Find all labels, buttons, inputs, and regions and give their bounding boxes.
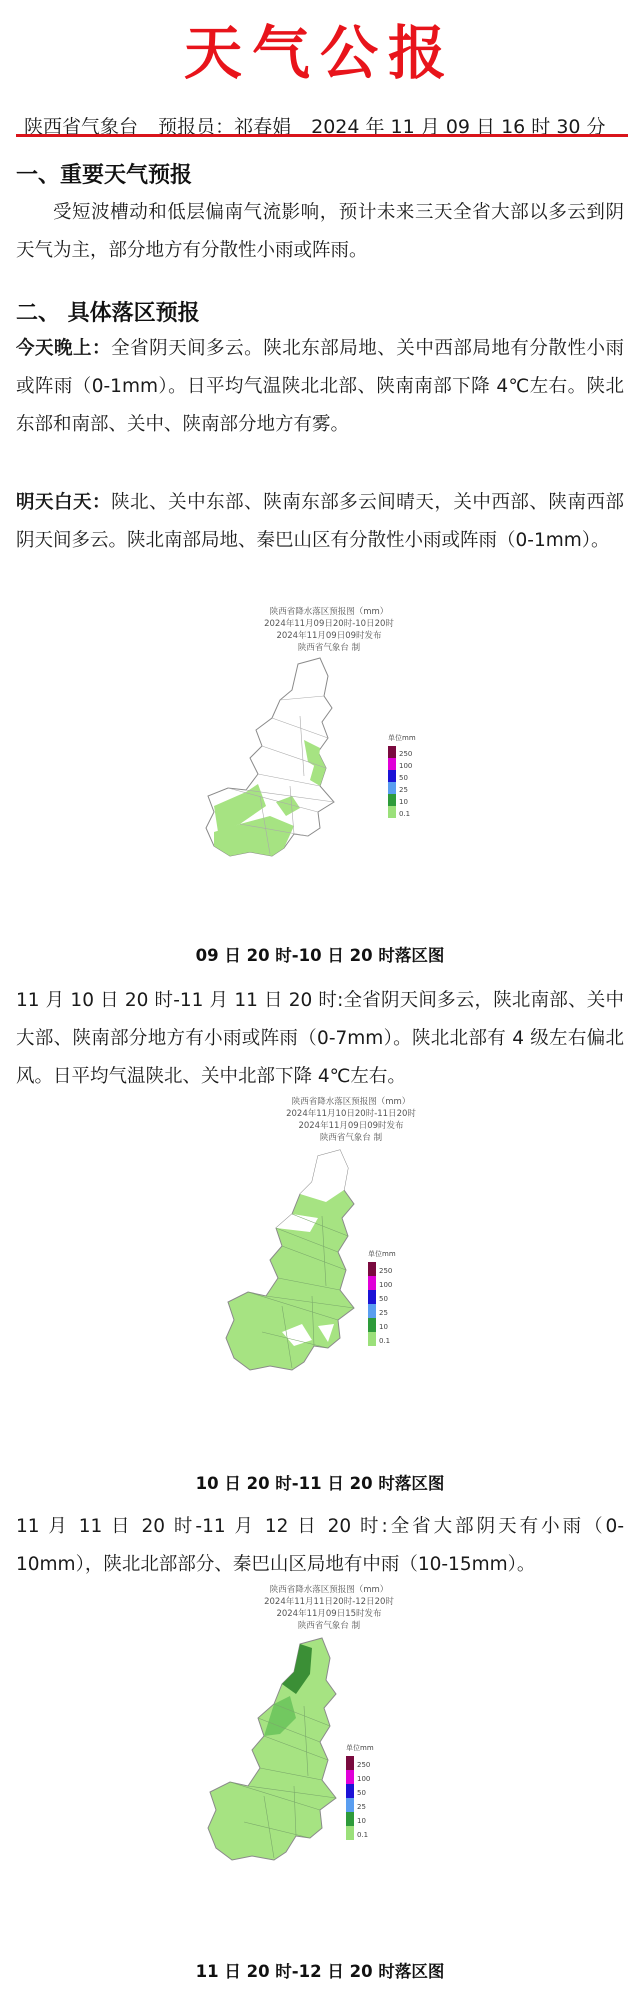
map-2-legend (368, 1249, 396, 1346)
map-2-maker: 陕西省气象台 制 (319, 1133, 383, 1143)
map-2-graphic (222, 1146, 480, 1456)
legend-swatch-250 (368, 1262, 376, 1276)
agency-name: 陕西省气象台 (24, 116, 139, 138)
period-2-forecast: 11 月 10 日 20 时-11 月 11 日 20 时:全省阴天间多云，陕北南部、关中大部、陕南部分地方有小雨或阵雨（0-7mm）。陕北北部有 4 级左右偏北风。日平均气温陕北、关中北部下降 4℃左右。 (16, 990, 624, 1087)
legend-swatch-25 (388, 782, 396, 794)
legend-swatch-0.1 (368, 1332, 376, 1346)
bulletin-title: 天气公报 (183, 19, 456, 87)
map-3-legend-0.1: 0.1 (357, 1831, 369, 1839)
map-2-legend-unit: 单位mm (368, 1250, 396, 1258)
legend-swatch-50 (346, 1784, 354, 1798)
map-1-legend-25: 25 (399, 786, 408, 794)
map-1-legend-100: 100 (399, 762, 413, 770)
map-2-legend-0.1: 0.1 (379, 1337, 391, 1345)
map-2-legend-10: 10 (379, 1323, 388, 1331)
section-1-heading: 一、重要天气预报 (16, 163, 193, 188)
map-3-issued: 2024年11月09日15时发布 (276, 1609, 382, 1619)
tonight-text: 全省阴天间多云。陕北东部局地、关中西部局地有分散性小雨或阵雨（0-1mm）。日平均气温陕北北部、陕南南部下降 4℃左右。陕北东部和南部、关中、陕南部分地方有雾。 (16, 338, 624, 435)
period-3-forecast: 11 月 11 日 20 时-11 月 12 日 20 时:全省大部阴天有小雨（0-10mm），陕北北部部分、秦巴山区局地有中雨（10-15mm）。 (16, 1516, 624, 1575)
tonight-label: 今天晚上： (16, 338, 112, 359)
legend-swatch-25 (346, 1798, 354, 1812)
legend-swatch-250 (346, 1756, 354, 1770)
map-1-legend-50: 50 (399, 774, 408, 782)
map-3-legend-250: 250 (357, 1761, 371, 1769)
legend-swatch-100 (388, 758, 396, 770)
tonight-forecast (16, 330, 624, 444)
map-1-legend-10: 10 (399, 798, 408, 806)
header-divider (16, 134, 628, 137)
issue-time: 2024 年 11 月 09 日 16 时 30 分 (311, 116, 606, 138)
map-3-legend-50: 50 (357, 1789, 366, 1797)
map-3-legend-100: 100 (357, 1775, 371, 1783)
map-3-period: 2024年11月11日20时-12日20时 (264, 1597, 394, 1607)
tomorrow-label: 明天白天： (16, 492, 112, 513)
map-2-legend-50: 50 (379, 1295, 388, 1303)
forecaster-name: 预报员：祁春娟 (158, 116, 292, 138)
legend-swatch-10 (346, 1812, 354, 1826)
map-3-caption: 11 日 20 时-12 日 20 时落区图 (195, 1962, 445, 1981)
map-1-title: 陕西省降水落区预报图（mm） (269, 607, 389, 617)
map-3-legend-25: 25 (357, 1803, 366, 1811)
section-1-text: 受短波槽动和低层偏南气流影响，预计未来三天全省大部以多云到阴天气为主，部分地方有分散性小雨或阵雨。 (16, 202, 624, 261)
map-3-legend-unit: 单位mm (346, 1744, 374, 1752)
legend-swatch-0.1 (388, 806, 396, 818)
map-2-legend-250: 250 (379, 1267, 393, 1275)
map-2-period: 2024年11月10日20时-11日20时 (286, 1109, 416, 1119)
legend-swatch-100 (346, 1770, 354, 1784)
map-2-legend-25: 25 (379, 1309, 388, 1317)
shaanxi-outline (208, 1638, 336, 1860)
map-3-legend (346, 1743, 374, 1840)
map-2-title: 陕西省降水落区预报图（mm） (291, 1097, 411, 1107)
map-1-legend-0.1: 0.1 (399, 810, 411, 818)
legend-swatch-50 (388, 770, 396, 782)
tomorrow-forecast (16, 484, 624, 560)
map-1-legend-unit: 单位mm (388, 734, 416, 742)
map-1-period: 2024年11月09日20时-10日20时 (264, 619, 394, 629)
map-2-issued: 2024年11月09日09时发布 (298, 1121, 404, 1131)
map-1-legend (388, 733, 416, 818)
section-2-heading: 二、 具体落区预报 (16, 301, 200, 326)
map-1-issued: 2024年11月09日09时发布 (276, 631, 382, 641)
precip-map-1 (200, 606, 458, 926)
map-1-maker: 陕西省气象台 制 (297, 643, 361, 653)
map-3-graphic (200, 1634, 458, 1944)
map-1-legend-250: 250 (399, 750, 413, 758)
map-2-caption: 10 日 20 时-11 日 20 时落区图 (195, 1474, 445, 1493)
map-3-legend-10: 10 (357, 1817, 366, 1825)
legend-swatch-10 (368, 1318, 376, 1332)
precip-map-3 (200, 1584, 458, 1944)
tomorrow-text: 陕北、关中东部、陕南东部多云间晴天，关中西部、陕南西部阴天间多云。陕北南部局地、秦巴山区有分散性小雨或阵雨（0-1mm）。 (16, 492, 624, 551)
map-1-graphic (200, 656, 458, 926)
map-3-title: 陕西省降水落区预报图（mm） (269, 1585, 389, 1595)
map-2-legend-100: 100 (379, 1281, 393, 1289)
precip-map-2 (222, 1096, 480, 1456)
map-1-caption: 09 日 20 时-10 日 20 时落区图 (195, 946, 445, 965)
legend-swatch-0.1 (346, 1826, 354, 1840)
legend-swatch-100 (368, 1276, 376, 1290)
legend-swatch-50 (368, 1290, 376, 1304)
map-3-maker: 陕西省气象台 制 (297, 1621, 361, 1631)
legend-swatch-250 (388, 746, 396, 758)
legend-swatch-25 (368, 1304, 376, 1318)
legend-swatch-10 (388, 794, 396, 806)
